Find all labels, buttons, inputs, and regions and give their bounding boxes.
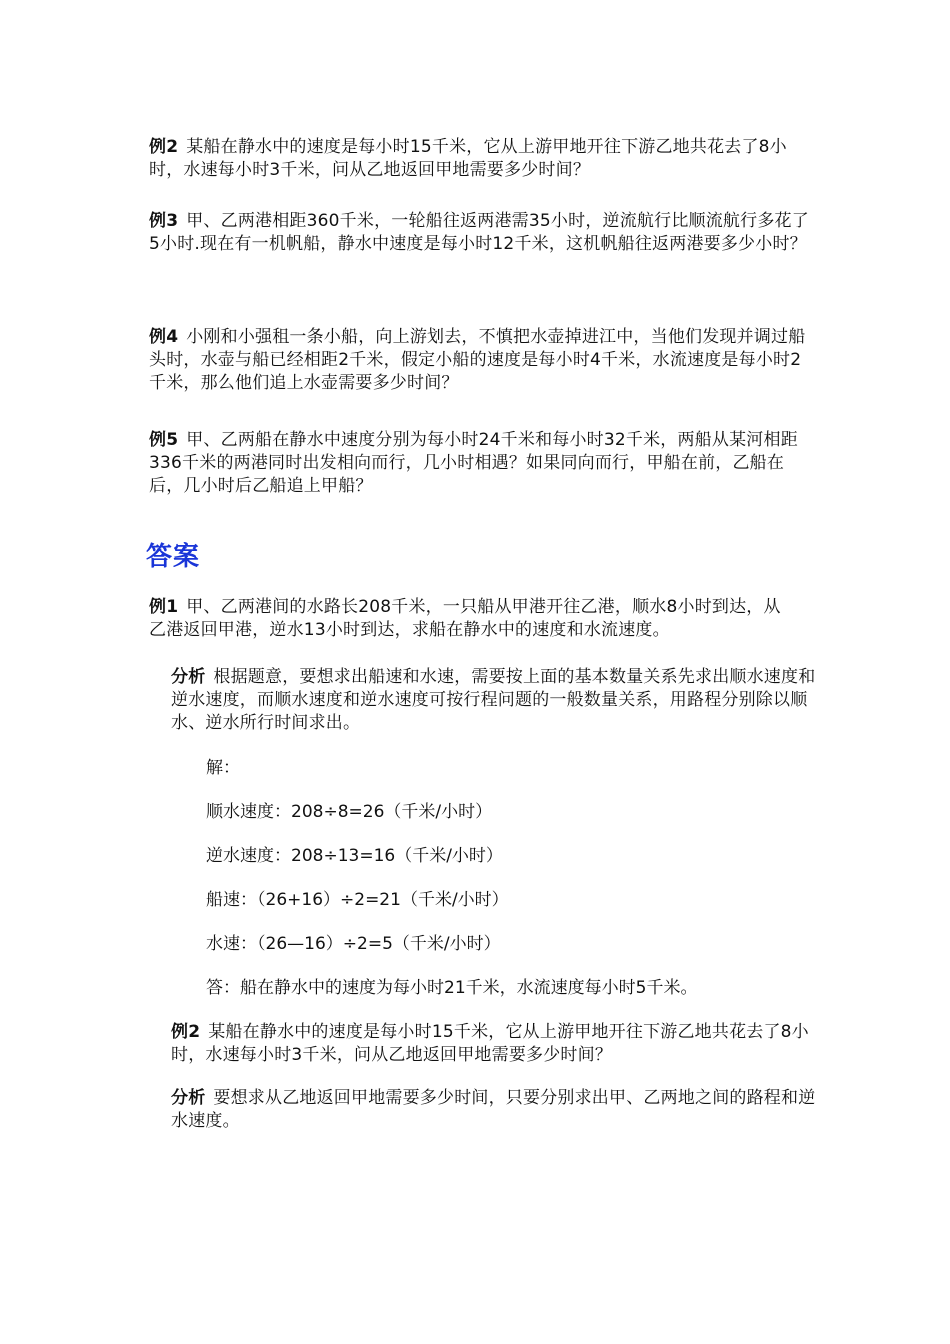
question-example-2	[149, 136, 809, 182]
analysis-text: 要想求从乙地返回甲地需要多少时间，只要分别求出甲、乙两地之间的路程和逆水速度。	[171, 1088, 816, 1131]
question-label: 例3	[149, 211, 179, 231]
analysis-label: 分析	[171, 1088, 206, 1108]
question-text: 甲、乙两港相距360千米，一轮船往返两港需35小时，逆流航行比顺流航行多花了5小时.现在有一机帆船，静水中速度是每小时12千米，这机帆船往返两港要多少小时？	[149, 211, 809, 254]
question-label: 例2	[149, 137, 179, 157]
answers-heading: 答案	[146, 542, 201, 572]
solution-line: 解：	[206, 758, 240, 778]
answer-label: 例1	[149, 597, 179, 617]
analysis-text: 根据题意，要想求出船速和水速，需要按上面的基本数量关系先求出顺水速度和逆水速度，而顺水速度和逆水速度可按行程问题的一般数量关系，用路程分别除以顺水、逆水所行时间求出。	[171, 667, 816, 733]
question-label: 例4	[149, 327, 179, 347]
solution-line: 船速：（26+16）÷2=21（千米/小时）	[206, 890, 509, 910]
answer-text: 某船在静水中的速度是每小时15千米，它从上游甲地开往下游乙地共花去了8小时，水速每小时3千米，问从乙地返回甲地需要多少时间？	[171, 1022, 809, 1065]
answer-example-1	[149, 596, 789, 642]
question-text: 小刚和小强租一条小船，向上游划去，不慎把水壶掉进江中，当他们发现并调过船头时，水壶与船已经相距2千米，假定小船的速度是每小时4千米，水流速度是每小时2千米，那么他们追上水壶需要多少时间？	[149, 327, 806, 393]
solution-line: 水速：（26—16）÷2=5（千米/小时）	[206, 934, 501, 954]
answer-example-2	[171, 1021, 831, 1067]
question-example-5	[149, 429, 809, 498]
answer-text: 甲、乙两港间的水路长208千米，一只船从甲港开往乙港，顺水8小时到达，从乙港返回甲港，逆水13小时到达，求船在静水中的速度和水流速度。	[149, 597, 781, 640]
question-text: 某船在静水中的速度是每小时15千米，它从上游甲地开往下游乙地共花去了8小时，水速每小时3千米，问从乙地返回甲地需要多少时间？	[149, 137, 787, 180]
analysis-example-2	[171, 1087, 826, 1133]
solution-line: 顺水速度：208÷8=26（千米/小时）	[206, 802, 493, 822]
question-text: 甲、乙两船在静水中速度分别为每小时24千米和每小时32千米，两船从某河相距336千米的两港同时出发相向而行，几小时相遇？如果同向而行，甲船在前，乙船在后，几小时后乙船追上甲船？	[149, 430, 798, 496]
question-example-4	[149, 326, 809, 395]
solution-line: 答：船在静水中的速度为每小时21千米，水流速度每小时5千米。	[206, 978, 698, 998]
analysis-example-1	[171, 666, 826, 735]
analysis-label: 分析	[171, 667, 206, 687]
answer-label: 例2	[171, 1022, 201, 1042]
question-label: 例5	[149, 430, 179, 450]
solution-line: 逆水速度：208÷13=16（千米/小时）	[206, 846, 503, 866]
question-example-3	[149, 210, 809, 256]
